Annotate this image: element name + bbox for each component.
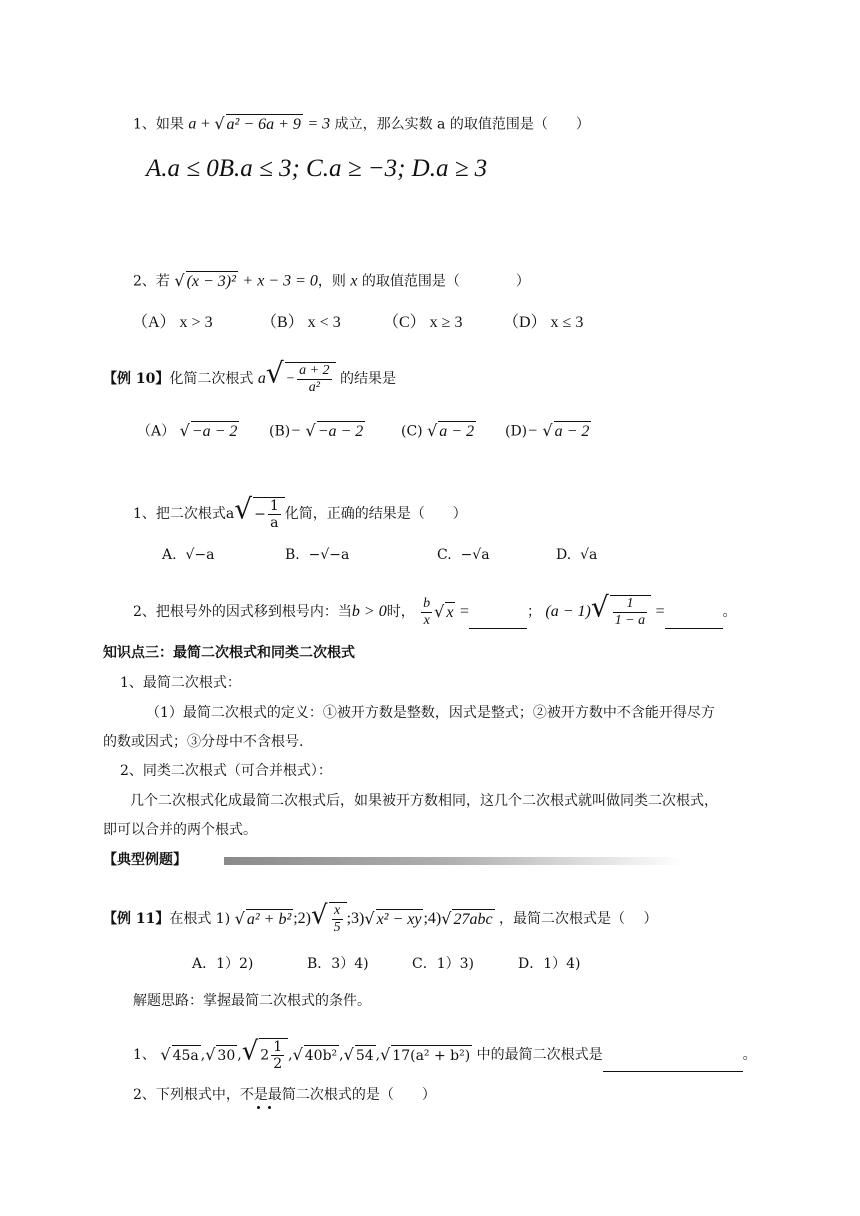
p1-opt-b-label: B.	[285, 547, 300, 563]
p1-text-post: 化简，正确的结果是（ ）	[284, 506, 467, 522]
p1-option-c	[437, 545, 490, 565]
p1-line	[133, 492, 467, 531]
ex10-text-pre: 化简二次根式	[169, 371, 254, 387]
q2-radical: √ (x − 3)²	[174, 271, 236, 290]
p1-option-d	[556, 545, 597, 565]
q11-1-text-post: 中的最简二次根式是	[476, 1047, 603, 1063]
q1-line	[133, 114, 590, 135]
p1-coef: a	[225, 506, 235, 522]
sqrt-icon: √ 54	[343, 1044, 374, 1064]
sqrt-icon: √ a − 2	[542, 421, 590, 440]
q11-1-number: 1、	[133, 1047, 156, 1063]
p2-text-pre: 2、把根号外的因式移到根号内：当	[133, 604, 352, 620]
ex10-opt-d-sign: −	[527, 422, 538, 440]
q2-expression: + x − 3 = 0	[242, 272, 318, 290]
kp3-tc-line2: 即可以合并的两个根式。	[103, 822, 257, 838]
kp3-def-line2: 的数或因式；③分母中不含根号.	[103, 734, 304, 750]
p1-opt-b-expr: −√−a	[308, 547, 350, 563]
p2-comma: 时，	[386, 604, 415, 620]
p1-option-b	[285, 545, 349, 565]
ex10-fraction	[297, 363, 331, 396]
ex11-line	[103, 902, 657, 936]
ex10-opt-a-radicand: −a − 2	[191, 423, 238, 440]
p2-blank-1[interactable]	[469, 614, 527, 629]
ex10-label: 【例 10】	[103, 371, 170, 387]
sqrt-icon: √ 40b²	[292, 1044, 338, 1064]
ex10-opt-c-label: (C)	[401, 423, 423, 440]
ex11-fraction	[332, 903, 343, 936]
p2-frac-num: b	[423, 595, 431, 611]
ex10-text-post: 的结果是	[340, 371, 397, 387]
p2-condition: b > 0	[351, 603, 387, 620]
ex11-option-b: B．3）4)	[307, 956, 369, 972]
kp3-tc-line1: 几个二次根式化成最简二次根式后，如果被开方数相同，这几个二次根式就叫做同类二次根式，	[130, 793, 718, 809]
p1-opt-a-label: A.	[162, 547, 177, 563]
p1-opt-a-expr: √−a	[185, 547, 215, 563]
p1-opt-c-label: C.	[437, 547, 452, 563]
p2-frac2-den: 1 − a	[614, 613, 646, 628]
q11-1-r3-fraction	[271, 1039, 284, 1072]
p2-radical2: √ $\frac{1}{1 - a}$	[591, 595, 651, 629]
p1-opt-d-label: D.	[556, 547, 572, 563]
q11-1-sep2: ,	[237, 1047, 242, 1063]
sqrt-icon: √ x	[434, 601, 454, 621]
q11-1-mixed-radical: √ 2 $\frac{1}{2}$	[242, 1038, 288, 1072]
ex11-s2: ;2)	[293, 910, 312, 927]
sqrt-icon: √ −a − 2	[305, 421, 364, 440]
ex11-option-a: A．1）2)	[192, 956, 254, 972]
ex10-option-c	[401, 421, 476, 442]
ex11-text-post: ，最简二次根式是（ ）	[499, 911, 658, 927]
ex10-opt-a-label: （A）	[137, 423, 176, 440]
emphasis-dot	[257, 1106, 260, 1109]
ex10-radical: √ − $\frac{a + 2}{\text{a²}}$	[266, 362, 336, 396]
q11-1-r3-num: 1	[273, 1039, 283, 1055]
q11-1-r4: 40b²	[304, 1045, 339, 1066]
p2-eq2: =	[655, 603, 665, 620]
ex11-frac-num: x	[332, 903, 343, 920]
q11-1-sep1: ,	[200, 1047, 206, 1063]
q11-1-r1: 45a	[172, 1045, 201, 1066]
kp3-title: 知识点三：最简二次根式和同类二次根式	[103, 645, 355, 661]
q11-1-sep5: ,	[375, 1047, 381, 1063]
kp3-item1: 1、最简二次根式：	[120, 675, 241, 691]
ex11-r3: x² − xy	[376, 910, 422, 928]
q11-2-line: 2、下列根式中，不是最简二次根式的是（ ）	[133, 1087, 436, 1103]
p1-opt-c-expr: −√a	[460, 547, 490, 563]
ex11-hint: 解题思路：掌握最简二次根式的条件。	[133, 993, 371, 1009]
p1-neg: −	[254, 506, 266, 523]
p1-frac-num: 1	[269, 498, 279, 514]
ex11-label: 【例 11】	[103, 911, 170, 927]
kp3-def-line1: （1）最简二次根式的定义：①被开方数是整数，因式是整式；②被开方数中不含能开得尽方	[146, 705, 715, 721]
ex10-opt-b-radicand: −a − 2	[317, 423, 364, 440]
ex10-opt-b-label: (B)	[269, 423, 291, 440]
q2-option-d: （D） x ≤ 3	[503, 314, 584, 331]
emphasis-dot	[268, 1106, 271, 1109]
ex11-option-c: C．1）3)	[412, 956, 474, 972]
q1-plus: +	[200, 115, 210, 133]
q11-1-r2: 30	[216, 1045, 237, 1066]
q11-1-r3-whole: 2	[260, 1047, 270, 1064]
p1-fraction	[268, 498, 281, 531]
ex10-line	[103, 356, 397, 396]
ex11-option-d: D．1）4)	[518, 956, 581, 972]
q11-1-sep3: ,	[288, 1047, 293, 1063]
ex10-opt-d-radicand: a − 2	[554, 423, 590, 440]
p2-line	[133, 590, 737, 629]
ex11-s4: ;4)	[423, 910, 442, 927]
heading-bar-decoration	[224, 857, 684, 865]
p2-fraction2	[613, 596, 647, 629]
sqrt-icon: √ a² + b²	[234, 908, 292, 928]
typical-heading: 【典型例题】	[103, 852, 187, 868]
q11-1-r3-den: 2	[273, 1056, 283, 1072]
q11-1-line	[133, 1038, 757, 1072]
q1-radical: √ a² − 6a + 9	[214, 114, 301, 133]
ex10-option-a	[137, 421, 239, 442]
ex10-coef: a	[257, 370, 266, 387]
q1-var-a: a	[188, 115, 197, 133]
p2-fraction	[421, 596, 432, 629]
ex10-frac-den: a²	[308, 380, 320, 395]
q2-radicand: (x − 3)²	[186, 273, 236, 290]
sqrt-icon: √ 45a	[160, 1044, 199, 1064]
p1-frac-den: a	[270, 515, 279, 531]
p2-frac2-num: 1	[613, 596, 647, 613]
q2-text: 的取值范围是（ ）	[361, 273, 530, 290]
q11-1-end: 。	[742, 1047, 757, 1063]
q1-options: A.a ≤ 0B.a ≤ 3; C.a ≥ −3; D.a ≥ 3	[146, 155, 488, 182]
p1-text-pre: 1、把二次根式	[133, 506, 226, 522]
ex11-text-pre: 在根式 1)	[169, 911, 231, 927]
q1-number: 1、如果	[133, 116, 184, 133]
p2-rad: x	[446, 603, 454, 621]
sqrt-icon: √ x² − xy	[364, 908, 422, 928]
ex10-neg: −	[285, 371, 296, 387]
q2-number: 2、若	[133, 273, 170, 290]
p1-option-a	[162, 545, 214, 565]
ex11-frac-den: 5	[333, 920, 341, 935]
p2-blank-2[interactable]	[665, 614, 723, 629]
kp3-item2: 2、同类二次根式（可合并根式）：	[120, 763, 332, 779]
p2-end: 。	[722, 604, 737, 620]
sqrt-icon: √ −a − 2	[179, 421, 238, 440]
sqrt-icon: √ 17(a² + b²)	[380, 1044, 471, 1064]
q2-line	[133, 271, 530, 292]
q2-option-a: （A） x > 3	[132, 314, 213, 331]
p2-factor: (a − 1)	[545, 603, 591, 620]
ex10-opt-b-sign: −	[290, 422, 302, 440]
ex11-s3: ;3)	[346, 910, 365, 927]
p1-radical: √ − $\frac{1}{a}$	[234, 497, 285, 531]
ex11-r1: a² + b²	[246, 910, 292, 928]
ex11-radical2: √ $\frac{x}{5}$	[311, 902, 347, 936]
ex10-frac-num: a + 2	[299, 363, 330, 378]
p2-eq: =	[459, 603, 469, 620]
q1-radicand: a² − 6a + 9	[226, 116, 301, 133]
p2-frac-den: x	[423, 612, 430, 628]
ex10-option-b	[269, 421, 365, 442]
p2-semi: ；	[526, 604, 541, 620]
q11-1-r5: 54	[355, 1045, 376, 1066]
q11-1-sep4: ,	[339, 1047, 344, 1063]
q2-option-b: （B） x < 3	[261, 314, 341, 331]
q2-option-c: （C） x ≥ 3	[383, 314, 463, 331]
q1-text: 成立，那么实数 a 的取值范围是（ ）	[334, 116, 590, 133]
q11-1-blank[interactable]	[603, 1057, 743, 1072]
ex11-r4: 27abc	[453, 910, 493, 928]
p1-opt-d-expr: √a	[580, 547, 598, 563]
sqrt-icon: √ 30	[205, 1044, 236, 1064]
q2-text-pre: ，则	[317, 273, 346, 290]
sqrt-icon: √ 27abc	[441, 908, 493, 928]
q2-var: x	[350, 272, 358, 290]
ex10-opt-c-radicand: a − 2	[439, 423, 475, 440]
q1-equals: = 3	[307, 115, 331, 133]
sqrt-icon: √ a − 2	[427, 421, 475, 440]
q11-1-r6: 17(a² + b²)	[391, 1045, 472, 1066]
ex10-opt-d-label: (D)	[505, 423, 528, 440]
ex10-option-d	[505, 421, 591, 442]
